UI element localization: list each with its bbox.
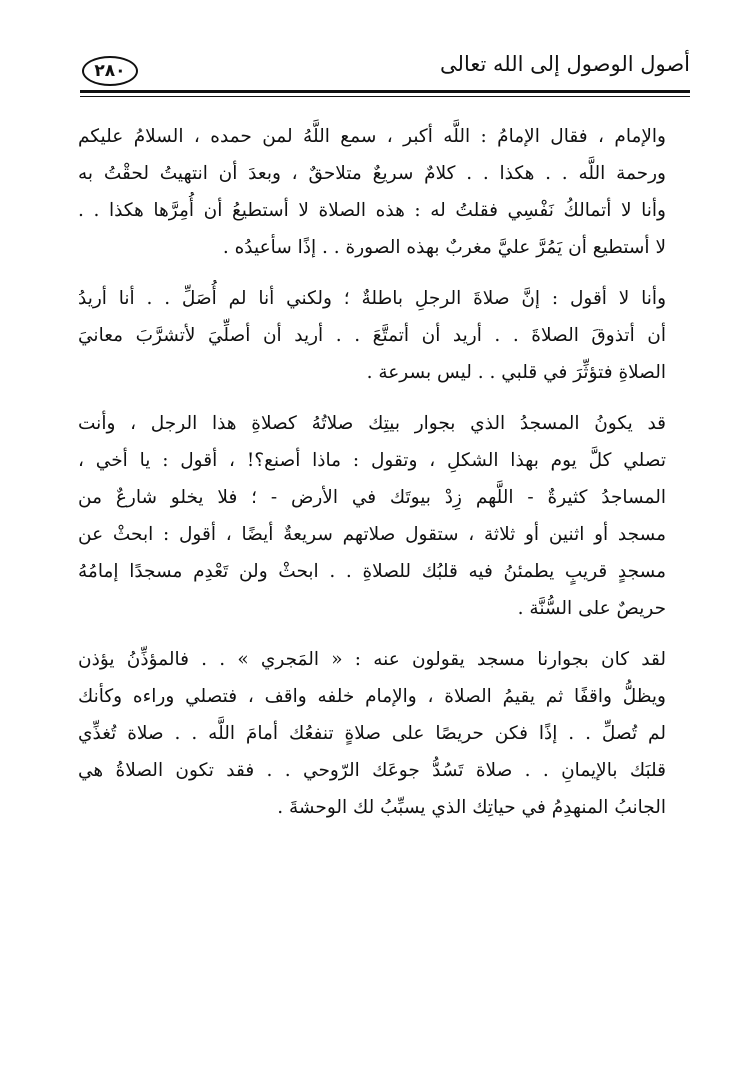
- body-text: [78, 118, 666, 840]
- text-line: قلبَك بالإيمانِ . . صلاة تَسُدُّ جوعَك الرّوحي . . فقد تكون الصلاةُ هي: [78, 760, 666, 781]
- text-line: الصلاةِ فتؤثِّرَ في قلبي . . ليس بسرعة .: [366, 362, 666, 383]
- text-line: مسجدٍ قريبٍ يطمئنُ فيه قلبُك للصلاةِ . . ابحثْ ولن تَعْدِم مسجدًا إمامُهُ: [78, 561, 666, 582]
- header-rule-thick: [80, 90, 690, 93]
- text-line: حريصٌ على السُّنَّة .: [517, 598, 666, 619]
- paragraph-3: [78, 405, 666, 627]
- text-line: قد يكونُ المسجدُ الذي بجوار بيتِك صلاتُهُ كصلاةِ هذا الرجل ، وأنت: [78, 413, 666, 434]
- text-line: ويظلُّ واقفًا ثم يقيمُ الصلاة ، والإمام خلفه واقف ، فتصلي وراءه وكأنك: [78, 686, 666, 707]
- text-line: الجانبُ المنهدِمُ في حياتِك الذي يسبِّبُ لك الوحشةَ .: [277, 797, 666, 818]
- text-line: لم تُصلِّ . . إذًا فكن حريصًا على صلاةٍ تنفعُك أمامَ اللَّه . . صلاة تُغذِّي: [78, 723, 666, 744]
- text-line: المساجدُ كثيرةٌ - اللَّهم زِدْ بيوتَك في الأرض - ؛ فلا يخلو شارعٌ من: [78, 487, 666, 508]
- text-line: لا أستطيع أن يَمُرَّ عليَّ مغربٌ بهذه الصورة . . إذًا سأعيدُه .: [222, 237, 666, 258]
- page-number-text: ٢٨٠: [94, 61, 126, 81]
- text-line: مسجد أو اثنين أو ثلاثة ، ستقول صلاتهم سريعةٌ أيضًا ، أقول : ابحثْ عن: [78, 524, 666, 545]
- header-rule-thin: [80, 96, 690, 97]
- text-line: لقد كان بجوارنا مسجد يقولون عنه : « المَجري » . . فالمؤذِّنُ يؤذن: [78, 649, 666, 670]
- paragraph-1: [78, 118, 666, 266]
- page-number: [82, 56, 138, 86]
- text-line: وأنا لا أقول : إنَّ صلاةَ الرجلِ باطلةٌ ؛ ولكني أنا لم أُصَلِّ . . أنا أريدُ: [78, 288, 666, 309]
- running-title: أصول الوصول إلى الله تعالى: [440, 52, 690, 76]
- text-line: أن أتذوقَ الصلاةَ . . أريد أن أتمتَّعَ . . أريد أن أصلِّيَ لأتشرَّبَ معانيَ: [78, 325, 666, 346]
- page-header: [60, 44, 690, 96]
- paragraph-2: [78, 280, 666, 391]
- text-line: والإمام ، فقال الإمامُ : اللَّه أكبر ، سمع اللَّهُ لمن حمده ، السلامُ عليكم: [78, 126, 666, 147]
- text-line: تصلي كلَّ يوم بهذا الشكلِ ، وتقول : ماذا أصنع؟! ، أقول : يا أخي ،: [78, 450, 666, 471]
- text-line: ورحمة اللَّه . . هكذا . . كلامٌ سريعٌ متلاحقٌ ، وبعدَ أن انتهيتُ لحقْتُ به: [78, 163, 666, 184]
- text-line: وأنا لا أتمالكُ نَفْسِي فقلتُ له : هذه الصلاة لا أستطيعُ أن أُمِرَّها هكذا . .: [78, 200, 666, 221]
- paragraph-4: [78, 641, 666, 826]
